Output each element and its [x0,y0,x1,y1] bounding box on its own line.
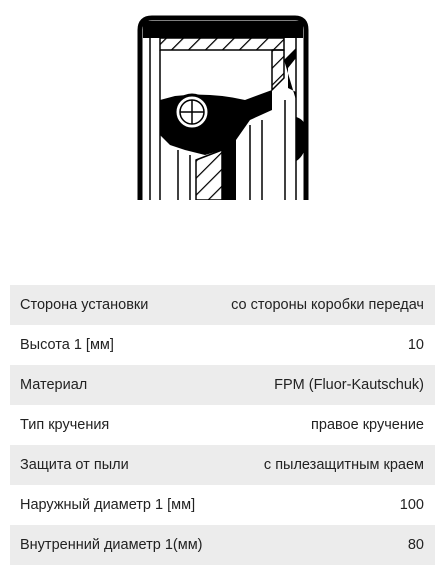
spec-value: FPM (Fluor-Kautschuk) [274,377,424,393]
spec-label: Защита от пыли [20,457,129,473]
spec-row-rotation-type [10,405,435,445]
product-image [0,0,445,285]
spec-label: Сторона установки [20,297,149,313]
spec-row-installation-side [10,285,435,325]
spec-row-outer-diameter [10,485,435,525]
specifications-table [10,285,435,565]
spec-label: Внутренний диаметр 1(мм) [20,537,203,553]
spec-row-dust-protection [10,445,435,485]
spec-label: Материал [20,377,88,393]
spec-value: правое кручение [311,417,424,433]
spec-value: 80 [407,537,424,553]
spec-row-height [10,325,435,365]
spec-row-inner-diameter [10,525,435,565]
shaft-seal-cross-section-drawing [0,0,445,285]
spec-label: Тип кручения [20,417,110,433]
spec-value: с пылезащитным краем [263,457,424,473]
spec-value: 100 [399,497,424,513]
spec-label: Наружный диаметр 1 [мм] [20,497,196,513]
spec-label: Высота 1 [мм] [20,337,114,353]
spec-value: со стороны коробки передач [231,297,424,313]
spec-row-material [10,365,435,405]
spec-value: 10 [407,337,424,353]
